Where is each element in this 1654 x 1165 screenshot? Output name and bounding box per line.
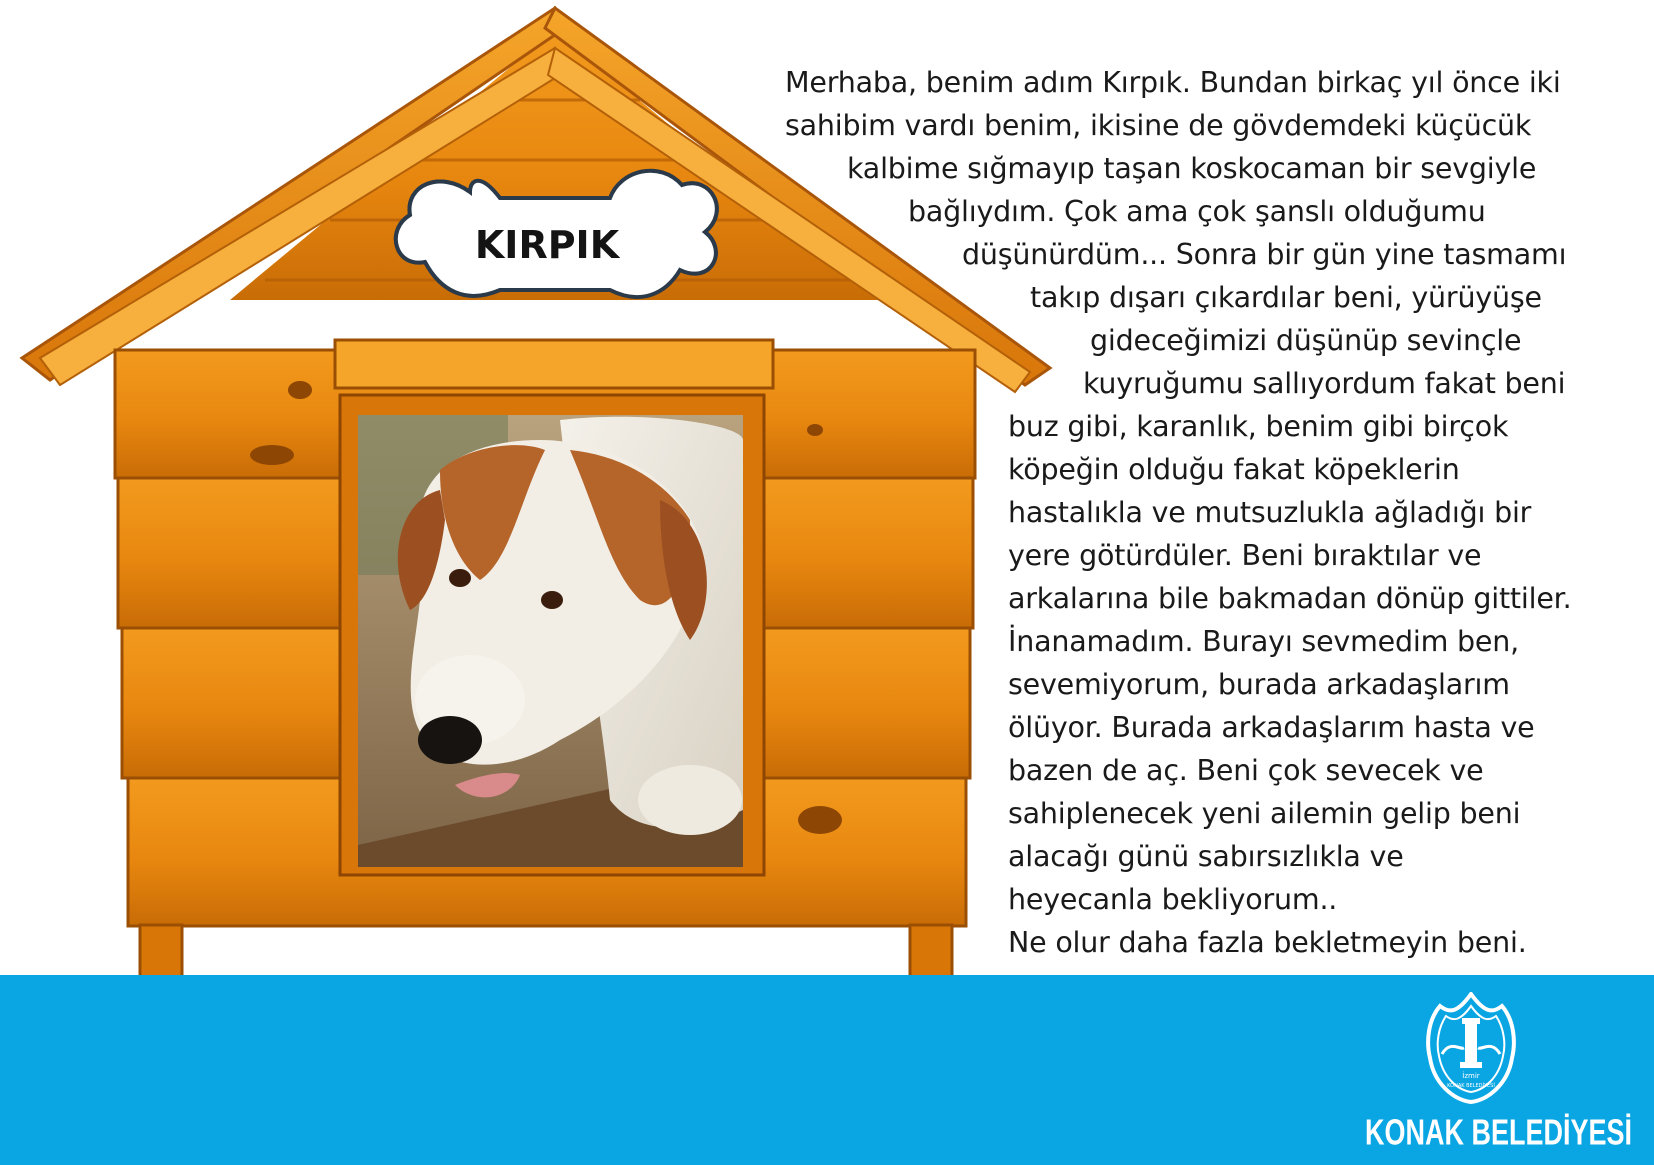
story-line: gideceğimizi düşünüp sevinçle bbox=[1090, 324, 1522, 357]
svg-text:KONAK BELEDİYESİ: KONAK BELEDİYESİ bbox=[1447, 1083, 1495, 1089]
story-line: Ne olur daha fazla bekletmeyin beni. bbox=[1008, 926, 1527, 959]
story-line: sahibim vardı benim, ikisine de gövdemdeki küçücük bbox=[785, 109, 1532, 142]
door-lintel bbox=[335, 340, 773, 388]
story-line: hastalıkla ve mutsuzlukla ağladığı bir bbox=[1008, 496, 1532, 529]
story-line: yere götürdüler. Beni bıraktılar ve bbox=[1008, 539, 1482, 572]
story-line: sahiplenecek yeni ailemin gelip beni bbox=[1008, 797, 1521, 830]
story-line: arkalarına bile bakmadan dönüp gittiler. bbox=[1008, 582, 1572, 615]
story-line: İnanamadım. Burayı sevmedim ben, bbox=[1008, 625, 1519, 658]
story-line: bağlıydım. Çok ama çok şanslı olduğumu bbox=[908, 195, 1486, 228]
story-line: Merhaba, benim adım Kırpık. Bundan birkaç yıl önce iki bbox=[785, 66, 1561, 99]
story-line: takıp dışarı çıkardılar beni, yürüyüşe bbox=[1030, 281, 1542, 314]
story-line: kalbime sığmayıp taşan koskocaman bir sevgiyle bbox=[847, 152, 1537, 185]
story-line: köpeğin olduğu fakat köpeklerin bbox=[1008, 453, 1460, 486]
leg-left bbox=[140, 925, 182, 977]
story-line: heyecanla bekliyorum.. bbox=[1008, 883, 1338, 916]
story-line: kuyruğumu sallıyordum fakat beni bbox=[1083, 367, 1566, 400]
story-line: alacağı günü sabırsızlıkla ve bbox=[1008, 840, 1404, 873]
story-line: ölüyor. Burada arkadaşlarım hasta ve bbox=[1008, 711, 1535, 744]
konak-belediyesi-logo bbox=[1420, 992, 1522, 1104]
leg-right bbox=[910, 925, 952, 977]
story-line: buz gibi, karanlık, benim gibi birçok bbox=[1008, 410, 1509, 443]
dog-photo bbox=[358, 415, 743, 867]
svg-text:İzmir: İzmir bbox=[1462, 1072, 1480, 1080]
story-line: düşünürdüm... Sonra bir gün yine tasmamı bbox=[962, 238, 1567, 271]
brand-name: KONAK BELEDİYESİ bbox=[1365, 1112, 1633, 1153]
story-line: bazen de aç. Beni çok sevecek ve bbox=[1008, 754, 1484, 787]
story-line: sevemiyorum, burada arkadaşlarım bbox=[1008, 668, 1510, 701]
bone-sign-label: KIRPIK bbox=[474, 223, 620, 267]
